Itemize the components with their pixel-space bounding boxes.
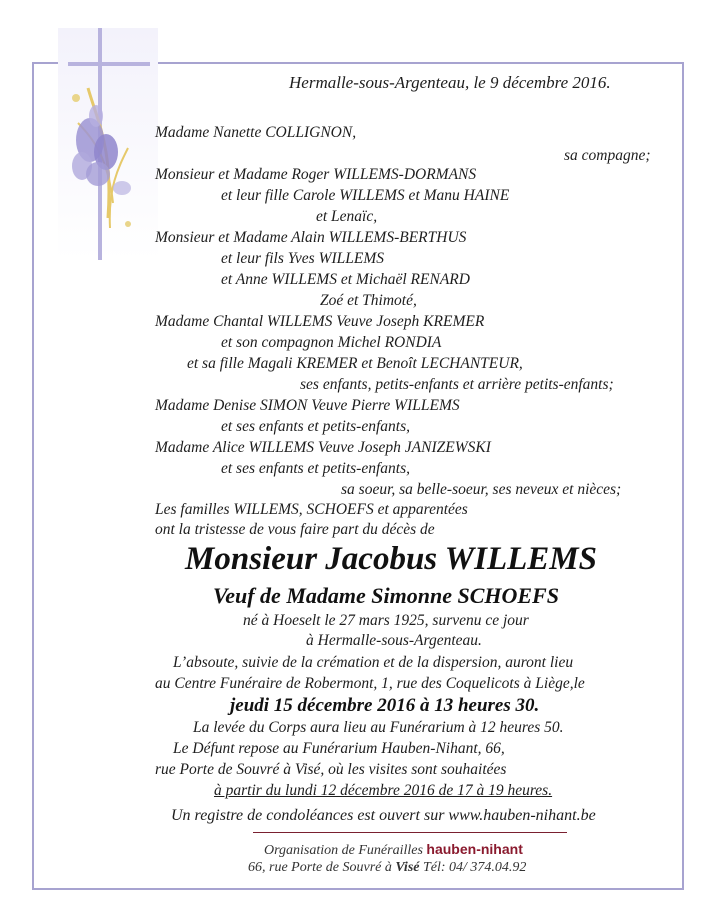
condolence-registry: Un registre de condoléances est ouvert sur www.hauben-nihant.be xyxy=(171,807,596,824)
family-line: et leur fille Carole WILLEMS et Manu HAINE xyxy=(221,187,510,204)
family-line: et son compagnon Michel RONDIA xyxy=(221,334,442,351)
family-line: Les familles WILLEMS, SCHOEFS et apparentées xyxy=(155,501,468,518)
family-line: Zoé et Thimoté, xyxy=(320,292,417,309)
place-date: Hermalle-sous-Argenteau, le 9 décembre 2016. xyxy=(289,73,611,92)
deceased-name: Monsieur Jacobus WILLEMS xyxy=(185,541,598,577)
family-line: et Lenaïc, xyxy=(316,208,378,225)
footer-divider xyxy=(253,832,567,833)
widower-line: Veuf de Madame Simonne SCHOEFS xyxy=(213,583,559,608)
ceremony-line: au Centre Funéraire de Robermont, 1, rue des Coquelicots à Liège,le xyxy=(155,675,585,692)
family-line: Madame Denise SIMON Veuve Pierre WILLEMS xyxy=(155,397,460,414)
family-line: sa soeur, sa belle-soeur, ses neveux et nièces; xyxy=(341,481,622,498)
address-phone: Tél: 04/ 374.04.92 xyxy=(422,860,527,875)
family-line: Monsieur et Madame Alain WILLEMS-BERTHUS xyxy=(155,229,467,246)
death-place: à Hermalle-sous-Argenteau. xyxy=(306,632,482,649)
ceremony-line: Le Défunt repose au Funérarium Hauben-Nihant, 66, xyxy=(173,740,505,757)
organizer-label: Organisation de Funérailles xyxy=(264,843,423,858)
visit-times: à partir du lundi 12 décembre 2016 de 17 à 19 heures. xyxy=(214,782,553,799)
family-line: et sa fille Magali KREMER et Benoît LECHANTEUR, xyxy=(187,355,523,372)
funeral-organizer xyxy=(264,840,523,860)
address-street: 66, rue Porte de Souvré à xyxy=(248,860,392,875)
ceremony-line: La levée du Corps aura lieu au Funérarium à 12 heures 50. xyxy=(193,719,564,736)
ceremony-line: rue Porte de Souvré à Visé, où les visites sont souhaitées xyxy=(155,761,507,778)
address-city: Visé xyxy=(395,860,420,875)
family-line: et Anne WILLEMS et Michaël RENARD xyxy=(221,271,470,288)
family-line: et ses enfants et petits-enfants, xyxy=(221,418,410,435)
brand-logo: hauben-nihant xyxy=(426,841,523,857)
funeral-address xyxy=(248,859,526,877)
family-line: ses enfants, petits-enfants et arrière petits-enfants; xyxy=(300,376,614,393)
cross-with-flower-icon xyxy=(58,28,158,260)
family-line: sa compagne; xyxy=(564,147,651,164)
family-line: Madame Chantal WILLEMS Veuve Joseph KREMER xyxy=(155,313,485,330)
ceremony-date: jeudi 15 décembre 2016 à 13 heures 30. xyxy=(230,695,540,716)
family-line: ont la tristesse de vous faire part du décès de xyxy=(155,521,435,538)
family-line: et ses enfants et petits-enfants, xyxy=(221,460,410,477)
birth-line: né à Hoeselt le 27 mars 1925, survenu ce jour xyxy=(243,612,529,629)
family-line: et leur fils Yves WILLEMS xyxy=(221,250,385,267)
ceremony-line: L’absoute, suivie de la crémation et de la dispersion, auront lieu xyxy=(173,654,574,671)
family-line: Monsieur et Madame Roger WILLEMS-DORMANS xyxy=(155,166,477,183)
family-line: Madame Alice WILLEMS Veuve Joseph JANIZEWSKI xyxy=(155,439,491,456)
family-line: Madame Nanette COLLIGNON, xyxy=(155,124,357,141)
